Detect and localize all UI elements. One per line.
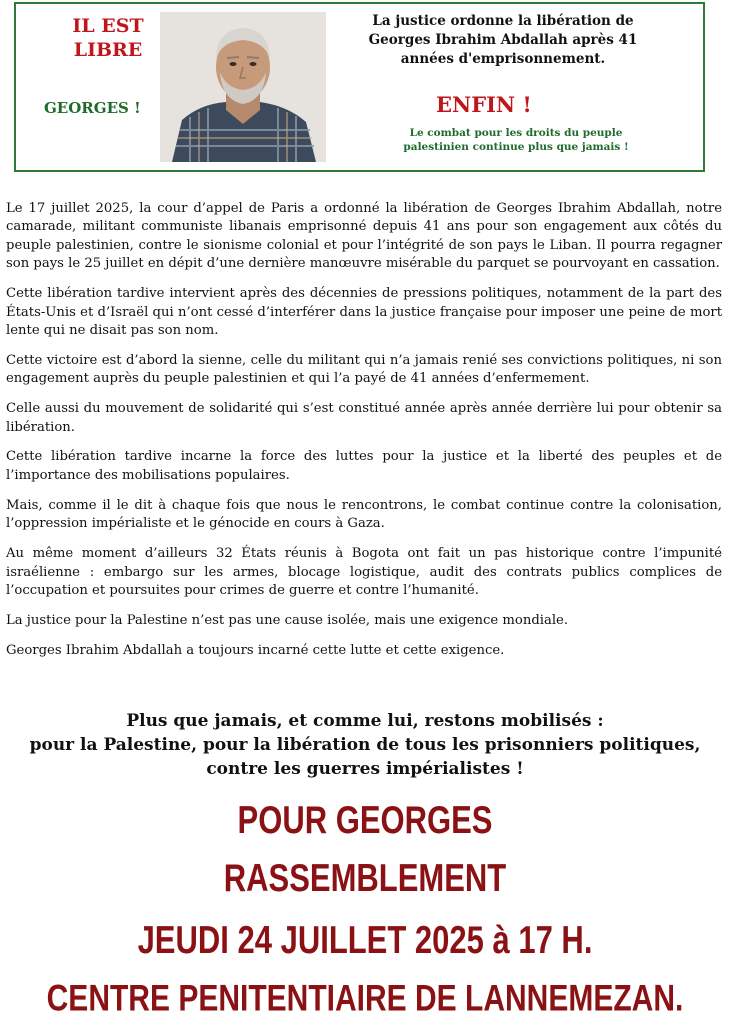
header-banner: [14, 2, 705, 172]
headline-line2: Georges Ibrahim Abdallah après 41: [368, 32, 638, 48]
mobilization-call: [0, 709, 730, 781]
header-subtitle: [356, 126, 676, 154]
free-title-line1: IL EST: [72, 15, 144, 37]
paragraph: Mais, comme il le dit à chaque fois que nous le rencontrons, le combat continue contre la colonisation, l’oppression impérialiste et le génocide en cours à Gaza.: [6, 497, 722, 532]
headline-line1: La justice ordonne la libération de: [372, 13, 634, 29]
paragraph: Cette libération tardive intervient après des décennies de pressions politiques, notamment de la part des États-Unis et d’Israël qui n’ont cessé d’interférer dans la justice française pour imposer une peine de mort lente qui ne disait pas son nom.: [6, 286, 722, 338]
paragraph: Cette libération tardive incarne la force des luttes pour la justice et la liberté des peuples et de l’importance des mobilisations populaires.: [6, 449, 722, 483]
paragraph: Le 17 juillet 2025, la cour d’appel de Paris a ordonné la libération de Georges Ibrahim Abdallah, notre camarade, militant communiste libanais emprisonné depuis 41 ans pour son engagement aux côtés du peuple palestinien, contre le sionisme colonial et pour l’intégrité de son pays le Liban. Il pourra regagner son pays le 25 juillet en dépit d’une dernière manœuvre misérable du parquet se pourvoyant en cassation.: [6, 201, 722, 272]
article-body: [6, 200, 722, 672]
subtitle-line1: Le combat pour les droits du peuple: [409, 127, 623, 139]
paragraph: Georges Ibrahim Abdallah a toujours incarné cette lutte et cette exigence.: [6, 642, 505, 658]
portrait-photo: [160, 12, 326, 162]
mobilize-line2: pour la Palestine, pour la libération de tous les prisonniers politiques,: [29, 735, 701, 755]
free-title-line2: LIBRE: [73, 39, 143, 61]
mobilize-line1: Plus que jamais, et comme lui, restons mobilisés :: [126, 711, 604, 731]
paragraph: La justice pour la Palestine n’est pas une cause isolée, mais une exigence mondiale.: [6, 612, 569, 628]
rally-title: POUR GEORGES: [237, 798, 493, 842]
georges-label: GEORGES !: [44, 99, 141, 117]
rally-event: RASSEMBLEMENT: [223, 856, 507, 900]
mobilize-line3: contre les guerres impérialistes !: [206, 759, 524, 779]
header-headline: [338, 12, 668, 69]
paragraph: Au même moment d’ailleurs 32 États réunis à Bogota ont fait un pas historique contre l’impunité israélienne : embargo sur les armes, blocage logistique, audit des contrats publics complices de l’occupation et poursuites pour crimes de guerre et contre l’humanité.: [6, 546, 722, 598]
rally-date: JEUDI 24 JUILLET 2025 à 17 H.: [137, 918, 593, 962]
rally-location: CENTRE PENITENTIAIRE DE LANNEMEZAN.: [46, 978, 684, 1020]
portrait-illustration: [160, 12, 326, 162]
subtitle-line2: palestinien continue plus que jamais !: [403, 141, 629, 153]
paragraph: Celle aussi du mouvement de solidarité qui s’est constitué année après année derrière lui pour obtenir sa libération.: [6, 401, 722, 435]
paragraph: Cette victoire est d’abord la sienne, celle du militant qui n’a jamais renié ses convictions politiques, ni son engagement auprès du peuple palestinien et qui l’a payé de 41 années d’enfermement.: [6, 352, 722, 387]
free-title: [64, 14, 152, 62]
headline-line3: années d'emprisonnement.: [400, 51, 606, 67]
enfin-title: ENFIN !: [436, 92, 532, 117]
